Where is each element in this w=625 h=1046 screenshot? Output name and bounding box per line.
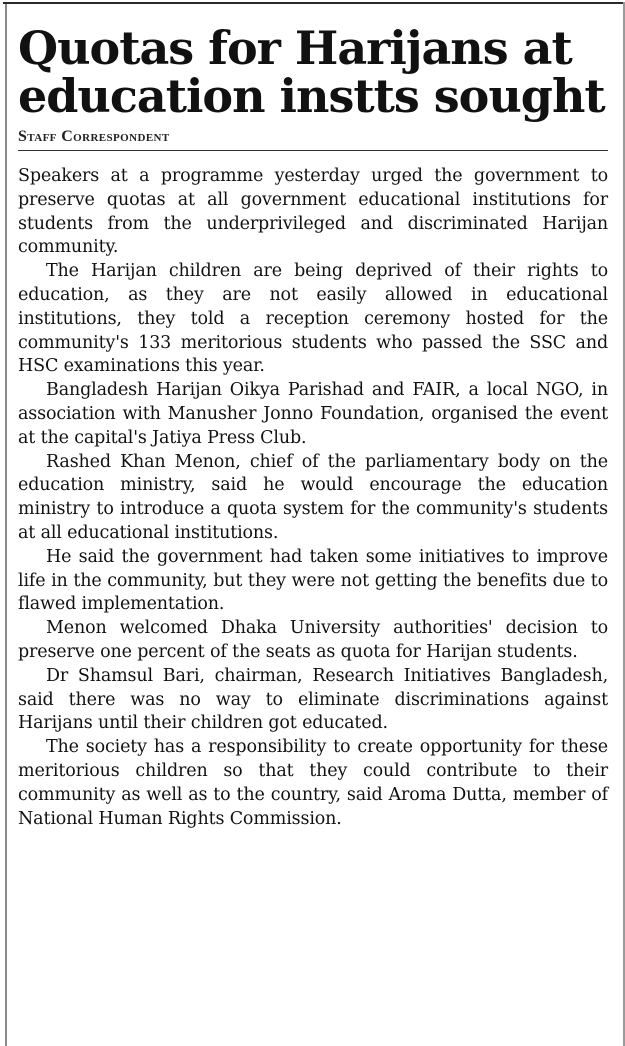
byline: Staff Correspondent	[18, 128, 608, 151]
headline-line-1: Quotas for Harijans at	[18, 21, 572, 75]
paragraph: He said the government had taken some initiatives to improve life in the community, but they were not getting the benefits due to flawed implementation.	[18, 546, 608, 615]
top-rule	[3, 2, 625, 4]
news-article	[18, 21, 608, 831]
headline-line-2: education instts sought	[18, 69, 605, 123]
paragraph: Speakers at a programme yesterday urged the government to preserve quotas at all government educational institutions for students from the underprivileged and discriminated Harijan community.	[18, 166, 608, 258]
paragraph: The society has a responsibility to create opportunity for these meritorious children so that they could contribute to their community as well as to the country, said Aroma Dutta, member of National Human Rights Commission.	[18, 737, 608, 829]
article-body	[18, 165, 608, 831]
paragraph: Dr Shamsul Bari, chairman, Research Initiatives Bangladesh, said there was no way to eliminate discriminations against Harijans until their children got educated.	[18, 665, 608, 734]
left-column-rule	[5, 4, 7, 1046]
paragraph: Menon welcomed Dhaka University authorities' decision to preserve one percent of the seats as quota for Harijan students.	[18, 618, 608, 662]
paragraph: Bangladesh Harijan Oikya Parishad and FAIR, a local NGO, in association with Manusher Jonno Foundation, organised the event at the capital's Jatiya Press Club.	[18, 380, 608, 448]
headline	[18, 21, 608, 123]
paragraph: The Harijan children are being deprived of their rights to education, as they are not easily allowed in educational institutions, they told a reception ceremony hosted for the community's 133 meritorious students who passed the SSC and HSC examinations this year.	[18, 261, 608, 377]
paragraph: Rashed Khan Menon, chief of the parliamentary body on the education ministry, said he would encourage the education ministry to introduce a quota system for the community's students at all educational institutions.	[18, 451, 608, 543]
